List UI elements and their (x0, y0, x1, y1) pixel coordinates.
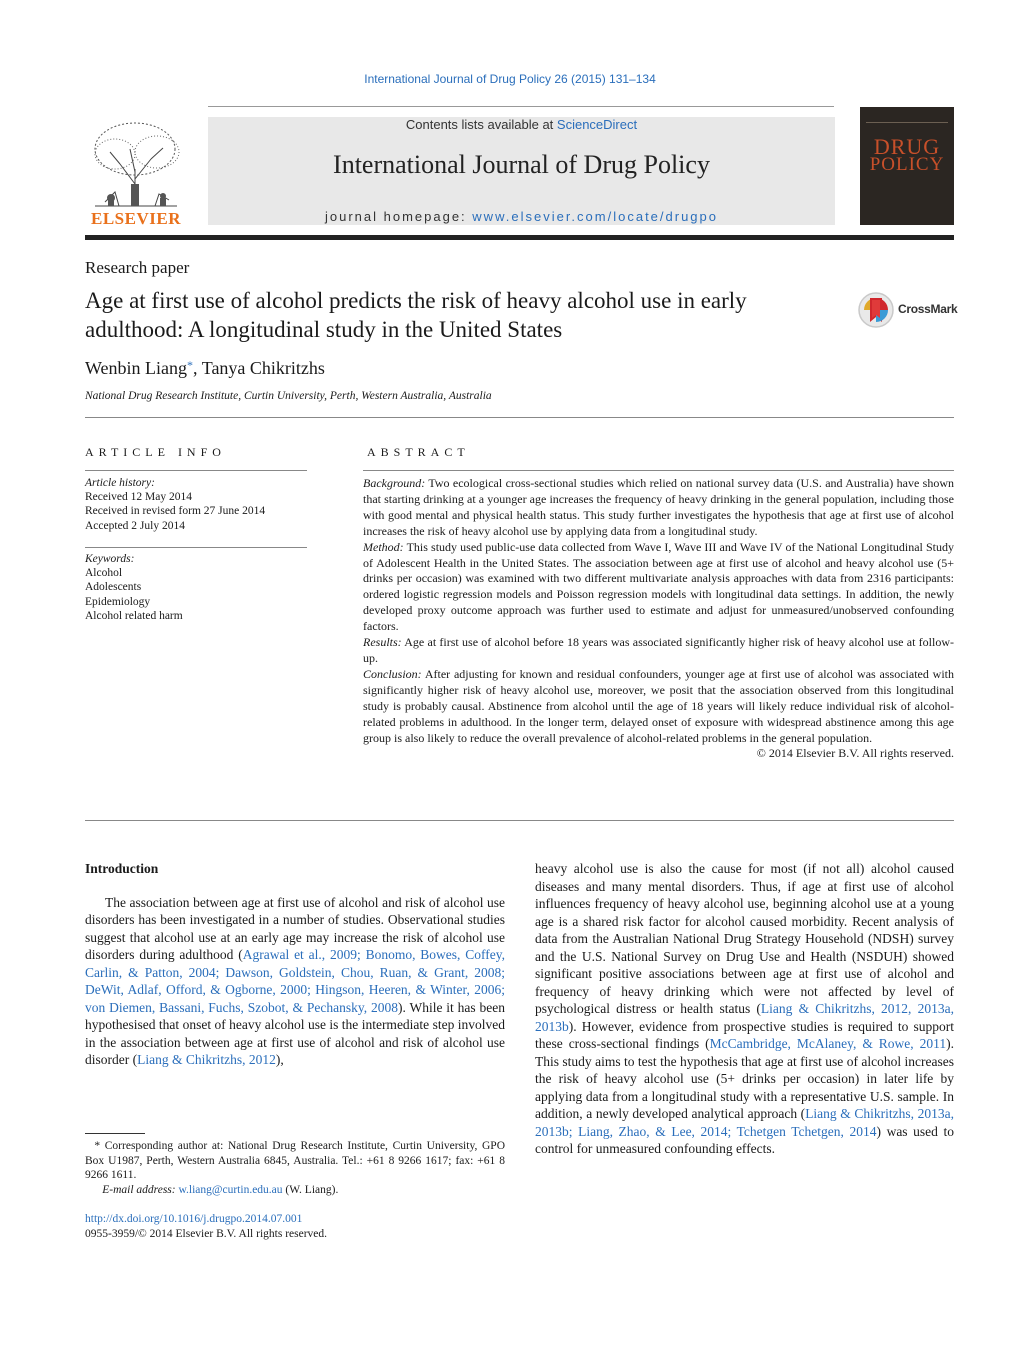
doi-link[interactable]: http://dx.doi.org/10.1016/j.drugpo.2014.07.001 (85, 1213, 303, 1225)
keyword-item: Epidemiology (85, 595, 151, 608)
article-history-label: Article history: (85, 477, 155, 489)
cover-title-line2: POLICY (869, 154, 945, 175)
article-title: Age at first use of alcohol predicts the risk of heavy alcohol use in early adulthood: A longitudinal study in the United States (85, 288, 747, 342)
introduction-paragraph (535, 860, 954, 1158)
keywords-label: Keywords: (85, 553, 135, 565)
keyword-item: Alcohol related harm (85, 609, 183, 622)
reference-link[interactable]: McCambridge, McAlaney, & Rowe, 2011 (709, 1036, 947, 1051)
footnote-address (85, 1139, 505, 1183)
homepage-link[interactable]: www.elsevier.com/locate/drugpo (472, 209, 718, 224)
top-divider (208, 106, 834, 107)
keyword-item: Alcohol (85, 567, 123, 580)
author-affiliation: National Drug Research Institute, Curtin University, Perth, Western Australia, Australia (85, 390, 492, 402)
background-label: Background: (363, 476, 426, 490)
article-info-divider (85, 470, 307, 471)
paragraph-text: ). However, evidence from prospective studies is required to support these cross-sectional findings ( (535, 1018, 954, 1051)
abstract-copyright: © 2014 Elsevier B.V. All rights reserved. (756, 746, 954, 761)
keywords (85, 552, 307, 623)
cover-title-line1: DRUG (873, 134, 941, 159)
body-left-column (85, 860, 505, 1069)
history-accepted: Accepted 2 July 2014 (85, 519, 185, 532)
paragraph-text: ). While it has been hypothesised that onset of heavy alcohol use is the intermediate step involved in the association between age at first use of alcohol and risk of alcohol use disorder ( (85, 999, 505, 1067)
divider (85, 417, 954, 418)
email-suffix: (W. Liang). (282, 1183, 339, 1196)
article-history (85, 476, 307, 533)
corresponding-author-footnote (85, 1139, 505, 1197)
author-chikritzhs[interactable]: , Tanya Chikritzhs (193, 358, 325, 378)
author-liang[interactable]: Wenbin Liang (85, 358, 188, 378)
results-text: Age at first use of alcohol before 18 years was associated significantly higher risk of heavy alcohol use at follow-up. (363, 635, 954, 665)
reference-link[interactable]: Liang & Chikritzhs, 2013a, 2013b; Liang, Zhao, & Lee, 2014; Tchetgen Tchetgen, 2014 (535, 1106, 954, 1139)
sciencedirect-link[interactable]: ScienceDirect (556, 117, 638, 132)
author-list (85, 358, 325, 379)
introduction-heading: Introduction (85, 861, 159, 876)
abstract-conclusion (363, 667, 954, 747)
divider (85, 820, 954, 821)
paragraph-text: heavy alcohol use is also the cause for most (if not all) alcohol caused diseases and many mental disorders. Thus, if age at first use of alcohol influences frequency of heavy alcohol use, beginning alcohol use at a young age is a shared risk factor for alcohol caused morbidity. Recent analysis of data from the Australian National Drug Strategy Household (NDSH) survey and the U.S. National Survey on Drug Use and Health (NSDUH) showed significant positive associations between age at first use of alcohol and frequency of heavy drinking which were not affected by level of psychological distress or health status ( (535, 861, 954, 1016)
article-type: Research paper (85, 258, 190, 277)
abstract-heading: ABSTRACT (367, 445, 470, 459)
keywords-divider (85, 547, 307, 548)
journal-homepage (208, 209, 835, 224)
homepage-prefix: journal homepage: (324, 209, 473, 224)
footnote-mark: * (94, 1140, 101, 1152)
background-text: Two ecological cross-sectional studies which relied on national survey data (U.S. and Australia) have shown that starting drinking at a younger age increases the frequency of heavy drinking in the general population, including those with good mental and physical health status. This study further investigates the hypothesis that age at first use of alcohol increases the risk of heavy alcohol use by applying data from a longitudinal study. (363, 476, 954, 538)
header-thick-divider (85, 235, 954, 240)
reference-link[interactable]: Agrawal et al., 2009; Bonomo, Bowes, Coffey, Carlin, & Patton, 2004; Dawson, Goldstein, Chou, Ruan, & Grant, 2008; DeWit, Adlaf, Offord, & Ogborne, 2000; Hingson, Heeren, & Winter, 2006; von Diemen, Bassani, Fuchs, Szobot, & Pechansky, 2008 (85, 947, 505, 1015)
issn-copyright: 0955-3959/© 2014 Elsevier B.V. All rights reserved. (85, 1227, 328, 1240)
footnote-email (85, 1183, 505, 1198)
paragraph-text: The association between age at first use of alcohol and risk of alcohol use disorders has been investigated in a number of studies. Observational studies suggest that alcohol use at an early age may increase the risk of alcohol use disorders during adulthood ( (85, 894, 505, 962)
email-label: E-mail address: (102, 1183, 176, 1196)
keyword-item: Adolescents (85, 581, 142, 594)
introduction-paragraph (85, 894, 505, 1069)
contents-prefix: Contents lists available at (405, 117, 557, 132)
results-label: Results: (363, 635, 402, 650)
history-revised: Received in revised form 27 June 2014 (85, 505, 266, 518)
crossmark-label[interactable]: CrossMark (898, 302, 958, 316)
body-right-column (535, 860, 954, 1158)
abstract-results (363, 635, 954, 667)
journal-citation[interactable]: International Journal of Drug Policy 26 (2015) 131–134 (364, 72, 656, 86)
article-info-heading: ARTICLE INFO (85, 445, 226, 459)
abstract-divider (363, 470, 954, 471)
paragraph-text: ). This study aims to test the hypothesis that age at first use of alcohol increases the risk of heavy alcohol use (5+ drinks per occasion) in later life by applying data from a longitudinal study with a representative U.S. sample. In addition, a newly developed analytical approach ( (535, 1036, 954, 1121)
method-text: This study used public-use data collected from Wave I, Wave III and Wave IV of the National Longitudinal Study of Adolescent Health in the United States. The association between age at first use of alcohol and heavy alcohol use (5+ drinks per occasion) was examined with two different multivariate analysis approaches with data from 2316 participants: ordered logistic regression models and Poisson regression models with longitudinal data settings. In addition, the newly developed proxy outcome approach was further used to estimate and adjust for unmeasured/unobserved confounding factors. (363, 539, 954, 634)
abstract-background (363, 476, 954, 540)
paragraph-text: ), (275, 1052, 284, 1067)
cover-top-strip (866, 112, 948, 123)
paragraph-text: ) was used to control for unmeasured confounding effects. (535, 1123, 954, 1156)
email-link[interactable]: w.liang@curtin.edu.au (178, 1183, 283, 1196)
journal-title: International Journal of Drug Policy (333, 150, 710, 179)
conclusion-label: Conclusion: (363, 666, 422, 681)
elsevier-wordmark: ELSEVIER (91, 209, 181, 228)
reference-link[interactable]: Liang & Chikritzhs, 2012 (137, 1052, 276, 1067)
history-received: Received 12 May 2014 (85, 491, 192, 504)
reference-link[interactable]: Liang & Chikritzhs, 2012, 2013a, 2013b (535, 1001, 954, 1034)
footnote-divider (85, 1133, 145, 1134)
method-label: Method: (363, 539, 404, 554)
corresponding-author-mark[interactable]: * (187, 358, 194, 372)
abstract-method (363, 540, 954, 635)
conclusion-text: After adjusting for known and residual confounders, younger age at first use of alcohol was associated with significantly higher risk of heavy alcohol use, moreover, we posit that the association observed from this longitudinal study is probably causal. Abstinence from alcohol until the age of 18 years will likely reduce individual risk of alcohol-related problems in adulthood. In the longer term, delayed onset of exposure with widespread abstinence among this age group is also likely to reduce the overall prevalence of alcohol-related problems in the general population. (363, 666, 954, 745)
contents-availability (208, 117, 835, 132)
abstract-body (363, 476, 954, 762)
doi-block (85, 1212, 327, 1241)
footnote-text: Corresponding author at: National Drug Research Institute, Curtin University, GPO Box U1987, Perth, Western Australia 6845, Australia. Tel.: +61 8 9266 1617; fax: +61 8 9266 1611. (85, 1140, 506, 1181)
